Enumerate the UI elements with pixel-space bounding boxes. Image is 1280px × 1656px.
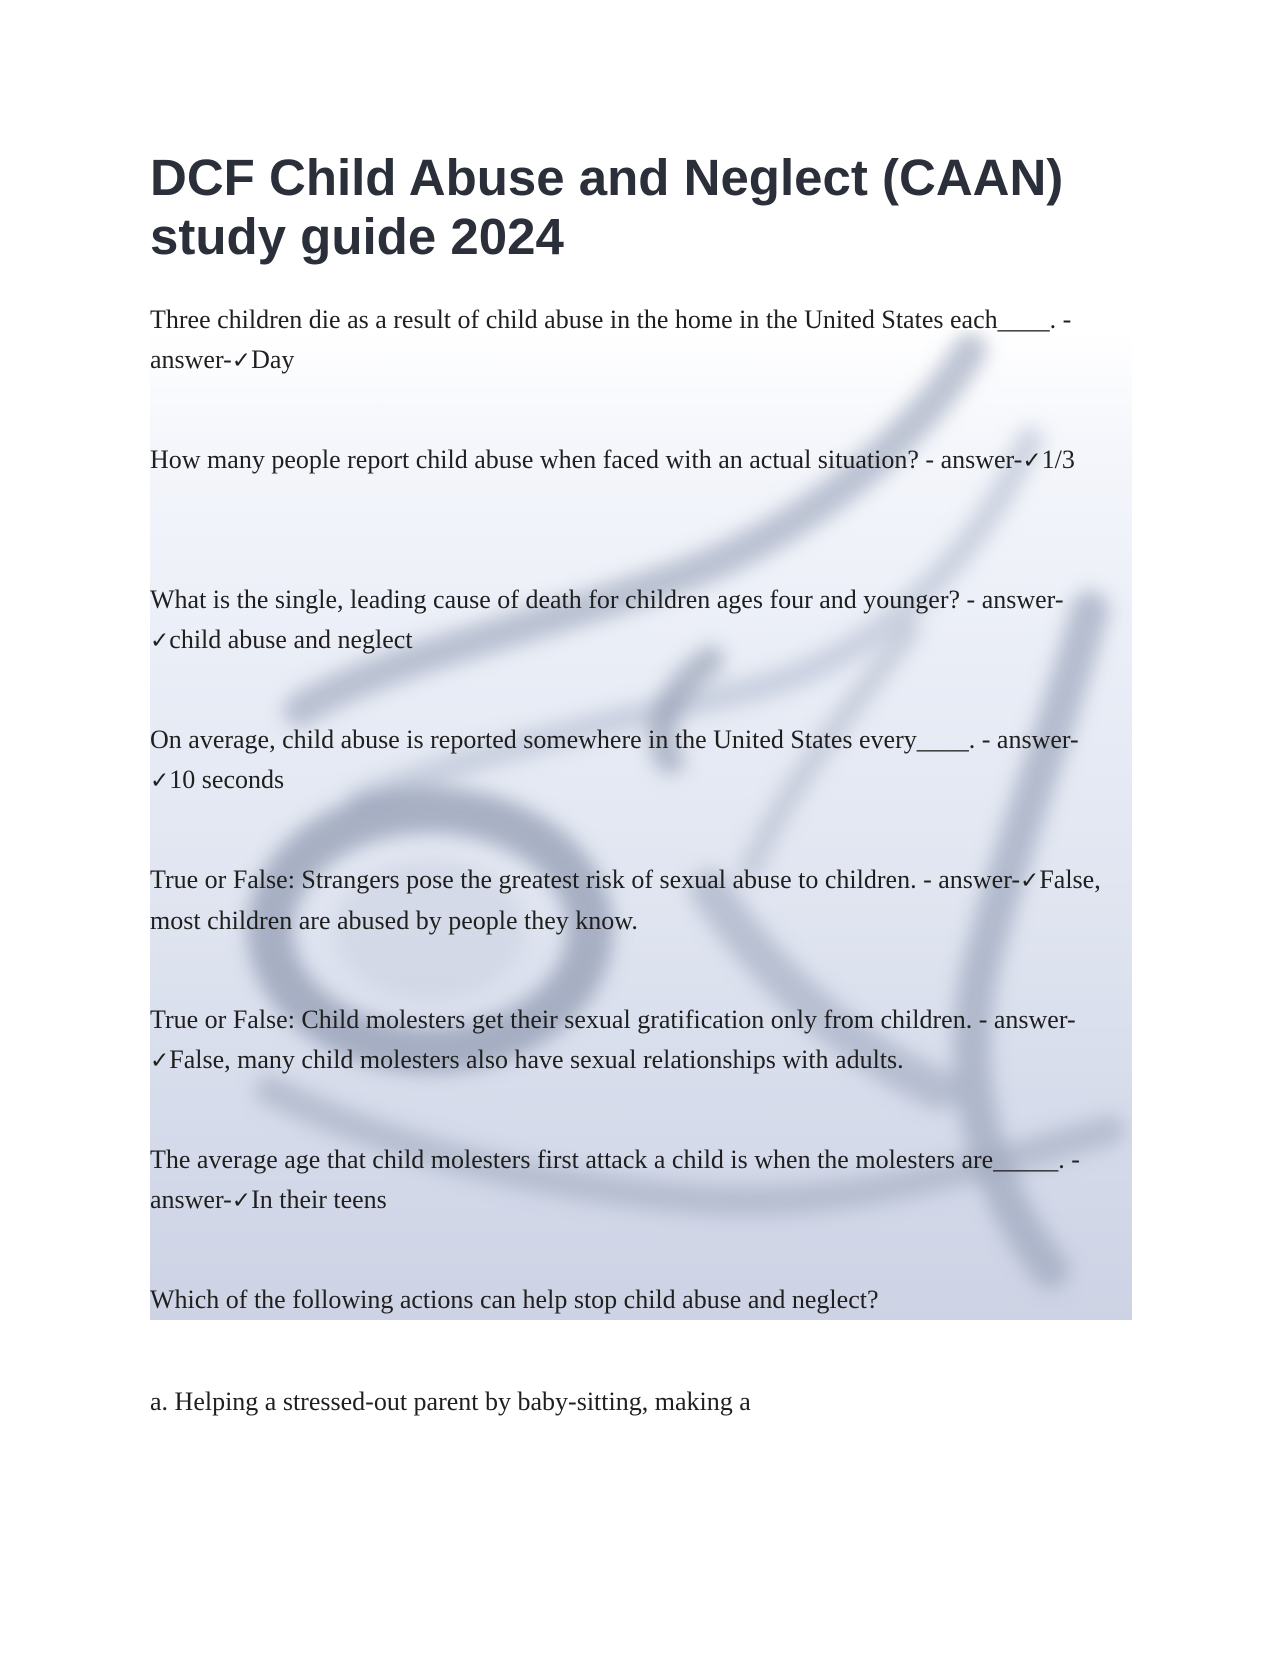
- answer-text: 1/3: [1041, 445, 1075, 474]
- option-a: a. Helping a stressed-out parent by baby-sitting, making a: [150, 1387, 751, 1416]
- answer-text: child abuse and neglect: [169, 625, 413, 654]
- qa-item: [150, 1140, 1110, 1221]
- answer-prefix: answer-: [150, 1185, 232, 1214]
- qa-item: [150, 440, 1110, 481]
- answer-prefix: answer-: [993, 1005, 1076, 1034]
- answer-text: Day: [251, 345, 295, 374]
- check-mark-icon: ✓: [150, 1048, 170, 1074]
- qa-item: [150, 1000, 1110, 1081]
- question-text: How many people report child abuse when faced with an actual situation? -: [150, 445, 941, 474]
- answer-prefix: answer-: [938, 865, 1021, 894]
- check-mark-icon: ✓: [231, 348, 252, 374]
- answer-prefix: answer-: [981, 585, 1064, 614]
- qa-item: [150, 860, 1110, 941]
- check-mark-icon: ✓: [1022, 448, 1042, 474]
- qa-item: [150, 580, 1110, 661]
- trailing-question: Which of the following actions can help stop child abuse and neglect?: [150, 1285, 879, 1314]
- qa-item: [150, 300, 1110, 381]
- answer-text: False, most children are abused by people they know.: [150, 865, 1101, 935]
- qa-item: [150, 720, 1110, 801]
- answer-prefix: answer-: [940, 445, 1023, 474]
- answer-text: In their teens: [251, 1185, 387, 1214]
- check-mark-icon: ✓: [150, 768, 170, 794]
- question-text: True or False: Strangers pose the greatest risk of sexual abuse to children. -: [150, 865, 939, 894]
- answer-text: False, many child molesters also have sexual relationships with adults.: [169, 1045, 904, 1074]
- question-text: On average, child abuse is reported somewhere in the United States every____. -: [150, 725, 997, 754]
- check-mark-icon: ✓: [1020, 868, 1040, 894]
- answer-prefix: answer-: [996, 725, 1079, 754]
- document-title: DCF Child Abuse and Neglect (CAAN) study guide 2024: [150, 149, 1064, 265]
- check-mark-icon: ✓: [150, 628, 170, 654]
- question-text: What is the single, leading cause of death for children ages four and younger? -: [150, 585, 982, 614]
- answer-text: 10 seconds: [169, 765, 285, 794]
- question-text: True or False: Child molesters get their sexual gratification only from children. -: [150, 1005, 994, 1034]
- question-text: The average age that child molesters first attack a child is when the molesters are_____. -: [150, 1145, 1080, 1174]
- answer-prefix: answer-: [150, 345, 232, 374]
- question-text: Three children die as a result of child abuse in the home in the United States each____. -: [150, 305, 1072, 334]
- check-mark-icon: ✓: [231, 1188, 252, 1214]
